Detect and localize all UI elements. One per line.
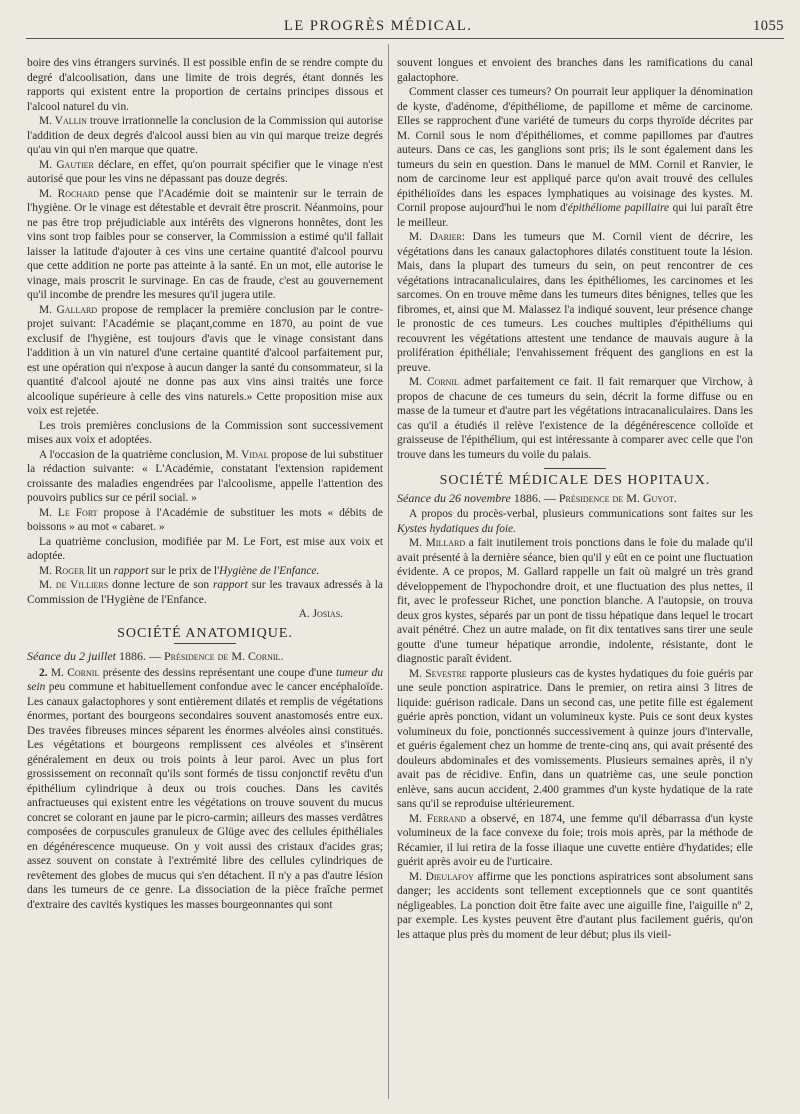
left-column: [27, 56, 383, 912]
speaker-name: M. Le Fort: [39, 506, 98, 519]
speaker-name: M. Sevestre: [409, 667, 467, 680]
section-title: SOCIÉTÉ MÉDICALE DES HOPITAUX.: [439, 473, 711, 488]
signature: A. Josias.: [298, 608, 343, 620]
speaker-name: M. Darier: [409, 231, 462, 243]
paragraph: boire des vins étrangers survinés. Il est possible enfin de se rendre compte du degré d'alcoolisation, dans une limite de trois degrés, étant donnés les rapports qui existent entre la proportion de certains principes dissous et l'alcool naturel du vin.: [27, 57, 383, 113]
paragraph: A l'occasion de la quatrième conclusion, M. Vidal propose de lui substituer la rédaction suivante: « L'Académie, constatant l'extension rapidement croissante des maladies engendrées par l'alcoolisme, appelle l'attention des pouvoirs publics sur ce péril social. »: [27, 448, 383, 504]
speaker-name: M. Dieulafoy: [409, 870, 474, 883]
seance-line: Séance du 26 novembre 1886. — Présidence de M. Guyot.: [397, 490, 677, 505]
paragraph: M. Vallin trouve irrationnelle la conclusion de la Commission qui autorise l'addition de deux degrés d'alcool aussi bien au vin qui marque treize degrés qu'au vin qui n'en marque que quatre.: [27, 115, 383, 156]
speaker-name: M. Gautier: [39, 158, 94, 171]
paragraph: M. Darier: Dans les tumeurs que M. Cornil vient de décrire, les végétations dans les canaux galactophores dilatés constituent toute la lésion. Mais, dans la plupart des tumeurs du sein, on peut rencontrer de ces végétations intracanaliculaires, dans les épithéliomes, les carcinomes et les sarcomes. On en trouve même dans les tumeurs dites bénignes, telles que les fibromes, et, ainsi que M. Malassez l'a indiqué souvent, leur présence change le pronostic de ces tumeurs. Les couches multiples d'épithéliums qui recouvrent les végétations attestent une tendance de mauvais augure à la prolifération épithéliale; l'envahissement fréquent des ganglions en est la preuve.: [397, 231, 753, 374]
page-number: 1055: [753, 18, 784, 34]
paragraph: M. Le Fort propose à l'Académie de substituer les mots « débits de boissons » au mot « cabaret. »: [27, 506, 383, 533]
speaker-name: M. Vallin: [39, 115, 87, 127]
paragraph: M. Gallard propose de remplacer la première conclusion par le contre-projet suivant: l'Académie se plaçant,comme en 1870, au point de vue exclusif de l'hygiène, est toujours d'avis que le vinage consistant dans l'addition à un vin naturel d'une certaine quantité d'alcool parfaitement pur, est une opération qui n'expose à aucun danger la santé du consommateur, si la quantité d'alcool ajouté ne donne pas aux vins ainsi traités une force alcoolique supérieure à celle des vins naturels.» Cette proposition mise aux voix est rejetée.: [27, 303, 383, 417]
item-number: 2.: [39, 666, 48, 679]
page-header: [26, 14, 784, 36]
paragraph: M. Roger lit un rapport sur le prix de l'Hygiène de l'Enfance.: [39, 564, 320, 577]
right-column: [397, 56, 753, 942]
section-title: SOCIÉTÉ ANATOMIQUE.: [117, 625, 293, 641]
paragraph: M. Gautier déclare, en effet, qu'on pourrait spécifier que le vinage n'est autorisé que pour les vins ne dépassant pas douze degrés.: [27, 158, 383, 185]
section-rule: [544, 468, 606, 469]
section-rule: [174, 643, 236, 644]
speaker-name: M. Gallard: [39, 303, 98, 316]
column-divider: [388, 44, 389, 1099]
paragraph: 2. M. Cornil présente des dessins représentant une coupe d'une tumeur du sein peu commune et habituellement confondue avec le cancer encéphaloïde. Les canaux galactophores y sont entièrement dilatés et remplis de végétations énormes, portant des bourgeons secondaires souvent anastomosés entre eux. Des travées fibreuses minces séparent les énormes alvéoles ainsi constitués. Les végétations et bourgeons remplissent ces alvéoles et s'insèrent généralement en deux ou trois points à leur paroi. Avec un plus fort grossissement on reconnaît qu'ils sont formés de tissu conjonctif revêtu d'un épithélium cylindrique à deux ou trois couches. Dans les cavités anfractueuses qui existent entre les végétations on trouve souvent du mucus concret se colorant en jaune par le picro-carmin; ailleurs des masses verdâtres composées de corpuscules granuleux de Glüge avec des cellules épithéliales en dégénérescence muqueuse. On y voit aussi des cristaux d'acides gras; assez souvent on constate à l'extrémité libre des cellules cylindriques de revêtement des globes de mucus qui s'en détachent. Il n'y a pas d'autre lésion dans les tumeurs de ce genre. La dissociation de la pièce fraîche permet d'extraire des cavités kystiques les masses bourgeonnantes qui sont: [27, 666, 383, 911]
journal-title: LE PROGRÈS MÉDICAL.: [284, 18, 473, 34]
paragraph: M. Sevestre rapporte plusieurs cas de kystes hydatiques du foie guéris par une seule ponction aspiratrice. Dans le premier, on retira ainsi 3 litres de liquide: guérison radicale. Dans un second cas, une petite fille est également guérie après ponction, vidant un volumineux kyste. Puis ce sont deux kystes volumineux du foie, ponctionnés successivement à quinze jours d'intervalle, et guéris également chez un homme de trente-cinq ans, qui avait présenté des douleurs abdominales et des vomissements. Plusieurs semaines après, il n'y avait pas de récidive. Enfin, dans un quatrième cas, une seule ponction enlève, sans aucun accident, 2.400 grammes d'un kyste hydatique de la rate sans qu'il se reproduise ultérieurement.: [397, 667, 753, 810]
speaker-name: M. Millard: [409, 537, 466, 549]
speaker-name: M. Roger: [39, 564, 85, 577]
paragraph: Comment classer ces tumeurs? On pourrait leur appliquer la dénomination de kyste, d'adénome, d'épithéliome, de papillome et même de carcinome. Elles se rapprochent d'une variété de tumeurs du corps thyroïde décrites par M. Cornil sous le nom d'épithéliomes, et comme papillomes par d'autres auteurs. Dans ce cas, les ganglions sont pris; ils le sont également dans les tumeurs du sein en question. Dans le manuel de MM. Cornil et Ranvier, le nom de carcinome leur est appliqué parce qu'on avait trouvé des cellules épithélioïdes dans les espaces lymphatiques au voisinage des kystes. M. Cornil propose aujourd'hui le nom d'épithéliome papillaire qui lui paraît être le meilleur.: [397, 86, 753, 229]
paragraph: La quatrième conclusion, modifiée par M. Le Fort, est mise aux voix et adoptée.: [27, 535, 383, 562]
seance-line: Séance du 2 juillet 1886. — Présidence de M. Cornil.: [27, 649, 284, 663]
paragraph: M. Cornil admet parfaitement ce fait. Il fait remarquer que Virchow, à propos de chacune de ces tumeurs du sein, décrit la forme diffuse ou en masse de la tumeur et d'autre part les végétations intracanaliculaires. Dans les cas qu'il a étudiés il relève l'existence de la dégénérescence colloïde et graisseuse de l'épithélium, qui est intéressante à comparer avec celle que l'on trouve dans les tumeurs du voile du palais.: [397, 376, 753, 461]
speaker-name: M. Cornil: [47, 666, 100, 679]
paragraph: M. Ferrand a observé, en 1874, une femme qu'il débarrassa d'un kyste volumineux de la face convexe du foie; trois mois après, par la méthode de Récamier, il lui retira de la fosse iliaque une cuvette entière d'hydatides; elle guérit après avoir eu de l'urticaire.: [397, 812, 753, 868]
speaker-name: M. de Villiers: [39, 579, 109, 591]
paragraph: Les trois premières conclusions de la Commission sont successivement mises aux voix et adoptées.: [27, 419, 383, 446]
paragraph: M. Rochard pense que l'Académie doit se maintenir sur le terrain de l'hygiène. Or le vinage est détestable et devrait être proscrit. Néanmoins, pour ne pas être trop préjudiciable aux intérêts des vignerons honnêtes, dont les vins sont trop faibles pour se conserver, la Commission a estimé qu'il fallait laisser la latitude d'ajouter à ces vins une certaine quantité d'alcool pourvu que cette addition ne porte pas atteinte à la santé. En un mot, elle autorise le vinage, mais proscrit le survinage. En cas de fraude, c'est au gouvernement qu'il incombe de prendre les mesures qu'il jugera utile.: [27, 187, 384, 301]
paragraph: A propos du procès-verbal, plusieurs communications sont faites sur les Kystes hydatiques du foie.: [397, 508, 753, 535]
paragraph: M. Millard a fait inutilement trois ponctions dans le foie du malade qu'il avait présenté à la dernière séance, bien qu'il y eût en ce point une fluctuation évidente. A ce propos, M. Gallard rappelle un fait où malgré un très grand développement de l'hypochondre droit, et une fluctuation des plus nettes, il fit, avec le professeur Richet, une ponction blanche. A l'autopsie, on trouva deux gros kystes, séparés par un pont de tissu hépatique dans lequel le trocart avait pénétré. Chez un autre malade, on fit dix tentatives sans tirer une seule goutte d'une tumeur hépatique arrondie, indolente, résistante, dont le diagnostic paraît évident.: [397, 537, 754, 665]
speaker-name: M. Cornil: [409, 376, 459, 388]
paragraph: M. Dieulafoy affirme que les ponctions aspiratrices sont absolument sans danger; les accidents sont tellement exceptionnels que ce sont quantités négligeables. La ponction doit être faite avec une aiguille fine, l'aiguille nº 2, par exemple. Les kystes peuvent être d'autant plus facilement guéris, qu'on les attaque plus près du moment de leur début; plus ils vieil-: [397, 870, 754, 941]
speaker-name: M. Vidal: [225, 448, 269, 461]
paragraph: souvent longues et envoient des branches dans les ramifications du canal galactophore.: [397, 57, 753, 84]
speaker-name: M. Rochard: [39, 187, 100, 200]
header-rule: [26, 38, 784, 39]
paragraph: M. de Villiers donne lecture de son rapport sur les travaux adressés à la Commission de l'Hygiène de l'Enfance.: [27, 579, 383, 606]
speaker-name: M. Ferrand: [409, 812, 467, 825]
